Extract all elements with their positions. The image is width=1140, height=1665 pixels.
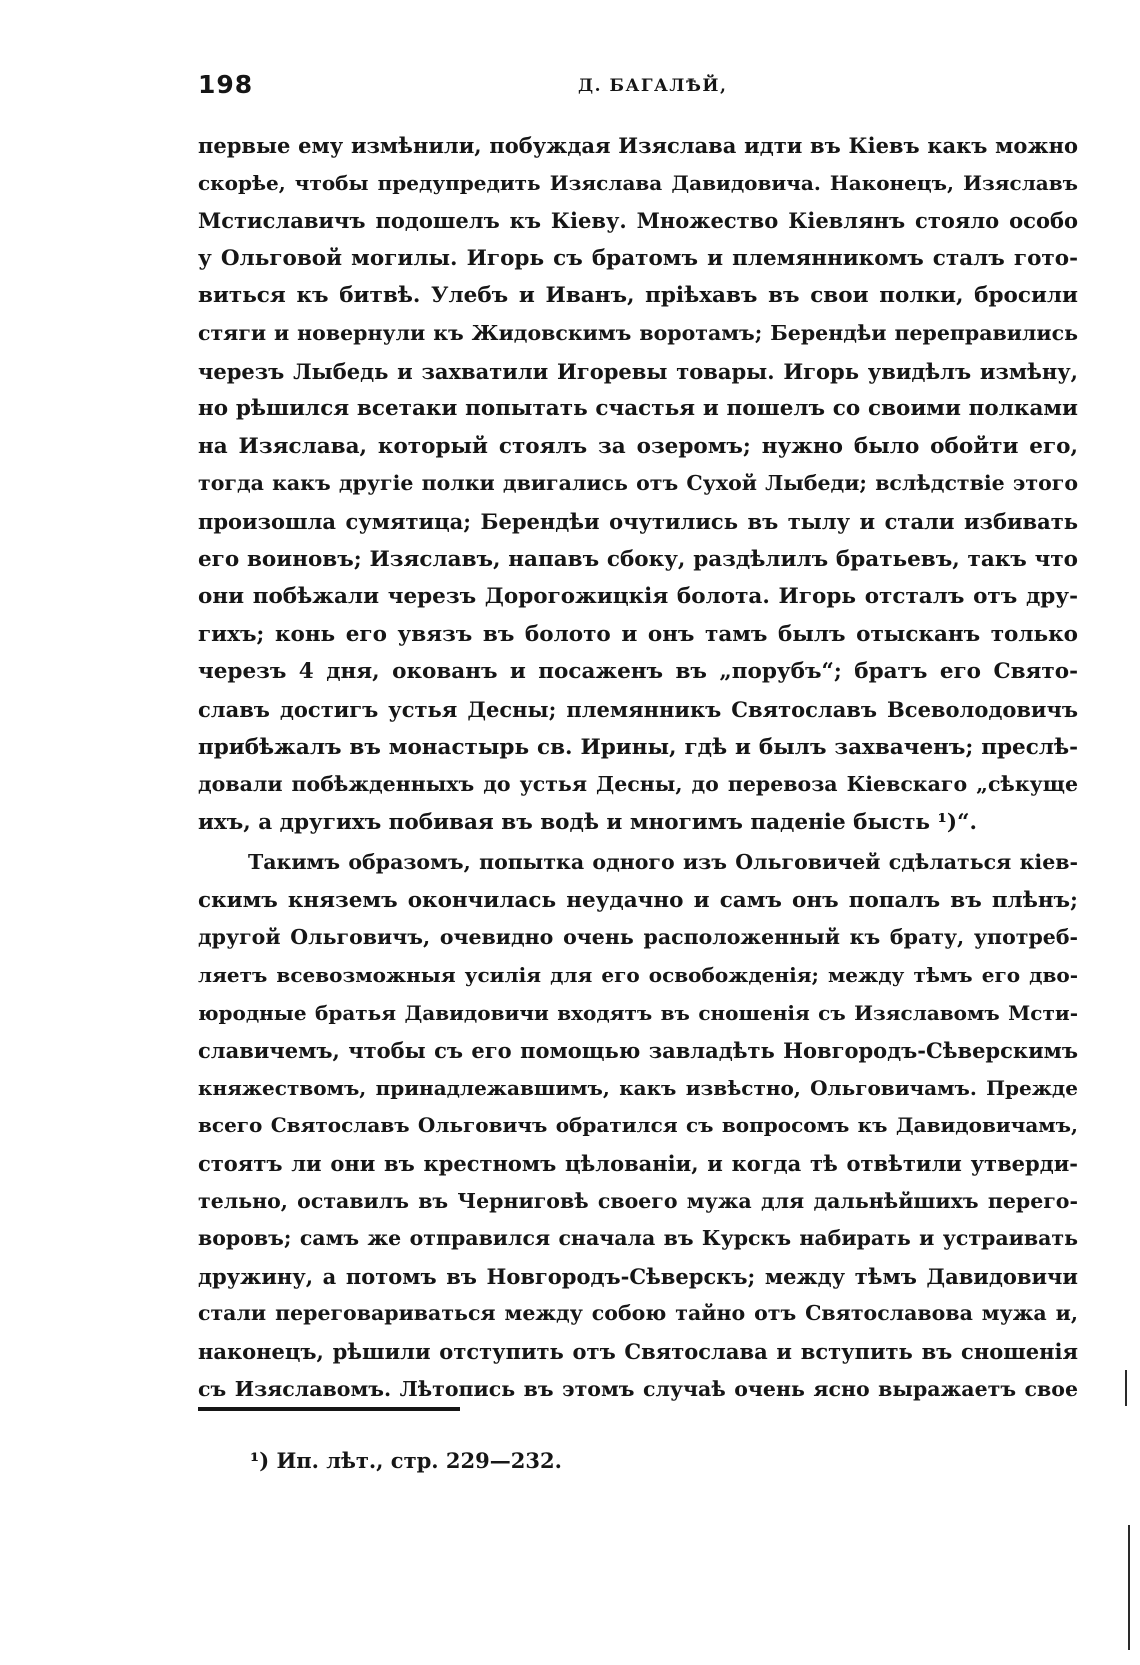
- text-line: гихъ; конь его увязъ въ болото и онъ тамъ былъ отысканъ только: [198, 621, 1078, 647]
- text-line: скимъ княземъ окончилась неудачно и самъ онъ попалъ въ плѣнъ;: [198, 887, 1078, 913]
- footnote: ¹) Ип. лѣт., стр. 229—232.: [250, 1448, 562, 1473]
- text-line: стяги и новернули къ Жидовскимъ воротамъ; Берендѣи переправились: [198, 320, 1078, 345]
- text-line: славъ достигъ устья Десны; племянникъ Святославъ Всеволодовичъ: [198, 696, 1078, 722]
- text-line: скорѣе, чтобы предупредить Изяслава Давидовича. Наконецъ, Изяславъ: [198, 170, 1078, 195]
- paragraph-2: [198, 844, 1078, 1408]
- text-line: наконецъ, рѣшили отступить отъ Святослава и вступить въ сношенія: [198, 1339, 1078, 1364]
- text-line: юродные братья Давидовичи входятъ въ сношенія съ Изяславомъ Мсти-: [198, 1000, 1078, 1025]
- text-line: тогда какъ другіе полки двигались отъ Сухой Лыбеди; вслѣдствіе этого: [198, 471, 1078, 496]
- body-text: [198, 127, 1078, 1408]
- text-line: прибѣжалъ въ монастырь св. Ирины, гдѣ и былъ захваченъ; преслѣ-: [198, 734, 1078, 760]
- running-head: Д. БАГАЛѢЙ,: [578, 76, 728, 96]
- text-line: тельно, оставилъ въ Черниговѣ своего мужа для дальнѣйшихъ перего-: [198, 1188, 1078, 1213]
- text-line: они побѣжали черезъ Дорогожицкія болота. Игорь отсталъ отъ дру-: [198, 584, 1078, 610]
- text-line: довали побѣжденныхъ до устья Десны, до перевоза Кіевскаго „сѣкуще: [198, 772, 1078, 797]
- text-line: Такимъ образомъ, попытка одного изъ Ольговичей сдѣлаться кіев-: [248, 850, 1078, 875]
- page-number: 198: [198, 70, 254, 99]
- text-line: виться къ битвѣ. Улебъ и Иванъ, пріѣхавъ въ свои полки, бросили: [198, 283, 1078, 309]
- text-line: произошла сумятица; Берендѣи очутились въ тылу и стали избивать: [198, 508, 1078, 534]
- text-line: съ Изяславомъ. Лѣтопись въ этомъ случаѣ очень ясно выражаетъ свое: [198, 1376, 1078, 1401]
- text-line: Мстиславичъ подошелъ къ Кіеву. Множество Кіевлянъ стояло особо: [198, 208, 1078, 234]
- text-line: стали переговариваться между собою тайно отъ Святославова мужа и,: [198, 1301, 1078, 1326]
- text-line: первые ему измѣнили, побуждая Изяслава идти въ Кіевъ какъ можно: [198, 133, 1078, 158]
- text-line: княжествомъ, принадлежавшимъ, какъ извѣстно, Ольговичамъ. Прежде: [198, 1075, 1078, 1100]
- text-line: на Изяслава, который стоялъ за озеромъ; нужно было обойти его,: [198, 433, 1078, 459]
- text-line: стоятъ ли они въ крестномъ цѣлованіи, и когда тѣ отвѣтили утверди-: [198, 1151, 1078, 1177]
- text-line: черезъ Лыбедь и захватили Игоревы товары. Игорь увидѣлъ измѣну,: [198, 358, 1078, 384]
- text-line: славичемъ, чтобы съ его помощью завладѣть Новгородъ-Сѣверскимъ: [198, 1038, 1078, 1064]
- scan-edge-mark: [1128, 1525, 1130, 1650]
- text-line: ихъ, а другихъ побивая въ водѣ и многимъ паденіе бысть ¹)“.: [198, 809, 977, 835]
- text-line: черезъ 4 дня, окованъ и посаженъ въ „порубъ“; братъ его Свято-: [198, 659, 1078, 685]
- text-line: всего Святославъ Ольговичъ обратился съ вопросомъ къ Давидовичамъ,: [198, 1113, 1078, 1138]
- page-header: [198, 70, 1078, 110]
- text-line: его воиновъ; Изяславъ, напавъ сбоку, раздѣлилъ братьевъ, такъ что: [198, 546, 1078, 572]
- footnote-rule: [198, 1407, 460, 1411]
- text-line: воровъ; самъ же отправился сначала въ Курскъ набирать и устраивать: [198, 1226, 1078, 1251]
- scan-edge-mark: [1125, 1370, 1127, 1406]
- text-line: но рѣшился всетаки попытать счастья и пошелъ со своими полками: [198, 396, 1078, 422]
- text-line: дружину, а потомъ въ Новгородъ-Сѣверскъ; между тѣмъ Давидовичи: [198, 1263, 1078, 1289]
- text-line: другой Ольговичъ, очевидно очень расположенный къ брату, употреб-: [198, 925, 1078, 950]
- text-line: ляетъ всевозможныя усилія для его освобожденія; между тѣмъ его дво-: [198, 963, 1078, 988]
- text-line: у Ольговой могилы. Игорь съ братомъ и племянникомъ сталъ гото-: [198, 245, 1078, 271]
- paragraph-1: [198, 127, 1078, 841]
